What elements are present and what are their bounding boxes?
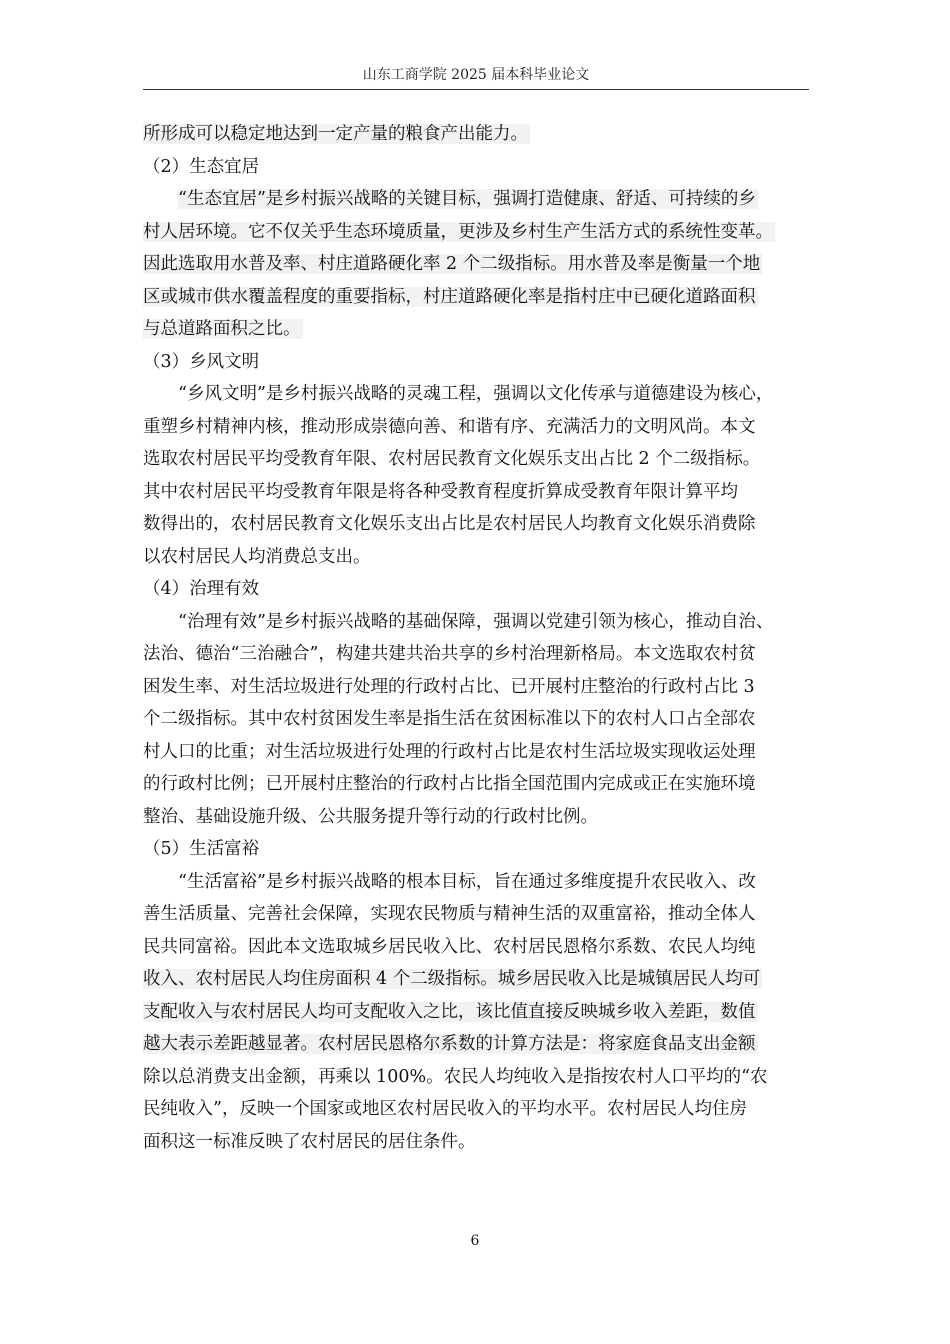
paragraph-line: 所形成可以稳定地达到一定产量的粮食产出能力。	[143, 124, 528, 144]
section-heading: （4）治理有效	[143, 579, 260, 599]
paragraph-line: 收入、农村居民人均住房面积 4 个二级指标。城乡居民收入比是城镇居民人均可	[143, 969, 761, 989]
paragraph-line: 民共同富裕。因此本文选取城乡居民收入比、农村居民恩格尔系数、农民人均纯	[143, 936, 756, 957]
paragraph-line: 个二级指标。其中农村贫困发生率是指生活在贫困标准以下的农村人口占全部农	[143, 709, 756, 729]
paragraph-line: 法治、德治“三治融合”，构建共建共治共享的乡村治理新格局。本文选取农村贫	[143, 644, 756, 664]
header-divider	[143, 89, 809, 90]
paragraph-line: 的行政村比例；已开展村庄整治的行政村占比指全国范围内完成或正在实施环境	[143, 774, 756, 794]
paragraph-line: 民纯收入”，反映一个国家或地区农村居民收入的平均水平。农村居民人均住房	[143, 1099, 747, 1119]
paragraph-line: 整治、基础设施升级、公共服务提升等行动的行政村比例。	[143, 806, 598, 827]
section-heading: （2）生态宜居	[143, 156, 260, 177]
paragraph-line: 因此选取用水普及率、村庄道路硬化率 2 个二级指标。用水普及率是衡量一个地	[143, 254, 761, 274]
paragraph-line: “乡风文明”是乡村振兴战略的灵魂工程，强调以文化传承与道德建设为核心，	[178, 384, 774, 404]
paragraph-line: 其中农村居民平均受教育年限是将各种受教育程度折算成受教育年限计算平均	[143, 481, 738, 502]
paragraph-line: 数得出的，农村居民教育文化娱乐支出占比是农村居民人均教育文化娱乐消费除	[143, 514, 756, 534]
paragraph-line: 选取农村居民平均受教育年限、农村居民教育文化娱乐支出占比 2 个二级指标。	[143, 449, 761, 469]
paragraph-line: “生态宜居”是乡村振兴战略的关键目标，强调打造健康、舒适、可持续的乡	[178, 189, 756, 209]
paragraph-line: 以农村居民人均消费总支出。	[143, 546, 371, 567]
paragraph-line: “治理有效”是乡村振兴战略的基础保障，强调以党建引领为核心，推动自治、	[178, 611, 774, 632]
paragraph-line: 面积这一标准反映了农村居民的居住条件。	[143, 1131, 476, 1152]
document-body	[143, 118, 809, 1158]
page-number: 6	[470, 1233, 480, 1249]
paragraph-line: 困发生率、对生活垃圾进行处理的行政村占比、已开展村庄整治的行政村占比 3	[143, 676, 755, 697]
paragraph-line: 村人口的比重；对生活垃圾进行处理的行政村占比是农村生活垃圾实现收运处理	[143, 741, 756, 762]
paragraph-line: 除以总消费支出金额，再乘以 100%。农民人均纯收入是指按农村人口平均的“农	[143, 1066, 768, 1087]
paragraph-line: 善生活质量、完善社会保障，实现农民物质与精神生活的双重富裕，推动全体人	[143, 904, 756, 924]
paragraph-line: 越大表示差距越显著。农村居民恩格尔系数的计算方法是：将家庭食品支出金额	[143, 1034, 756, 1054]
paragraph-line: 支配收入与农村居民人均可支配收入之比，该比值直接反映城乡收入差距，数值	[143, 1001, 756, 1022]
paragraph-line: 与总道路面积之比。	[143, 319, 301, 339]
paragraph-line: 区或城市供水覆盖程度的重要指标，村庄道路硬化率是指村庄中已硬化道路面积	[143, 286, 756, 307]
paragraph-line: 村人居环境。它不仅关乎生态环境质量，更涉及乡村生产生活方式的系统性变革。	[143, 221, 773, 242]
section-heading: （3）乡风文明	[143, 351, 260, 372]
section-heading: （5）生活富裕	[143, 839, 260, 859]
page-header: 山东工商学院 2025 届本科毕业论文	[362, 67, 590, 83]
paragraph-line: 重塑乡村精神内核，推动形成崇德向善、和谐有序、充满活力的文明风尚。本文	[143, 416, 756, 437]
paragraph-line: “生活富裕”是乡村振兴战略的根本目标，旨在通过多维度提升农民收入、改	[178, 871, 756, 892]
